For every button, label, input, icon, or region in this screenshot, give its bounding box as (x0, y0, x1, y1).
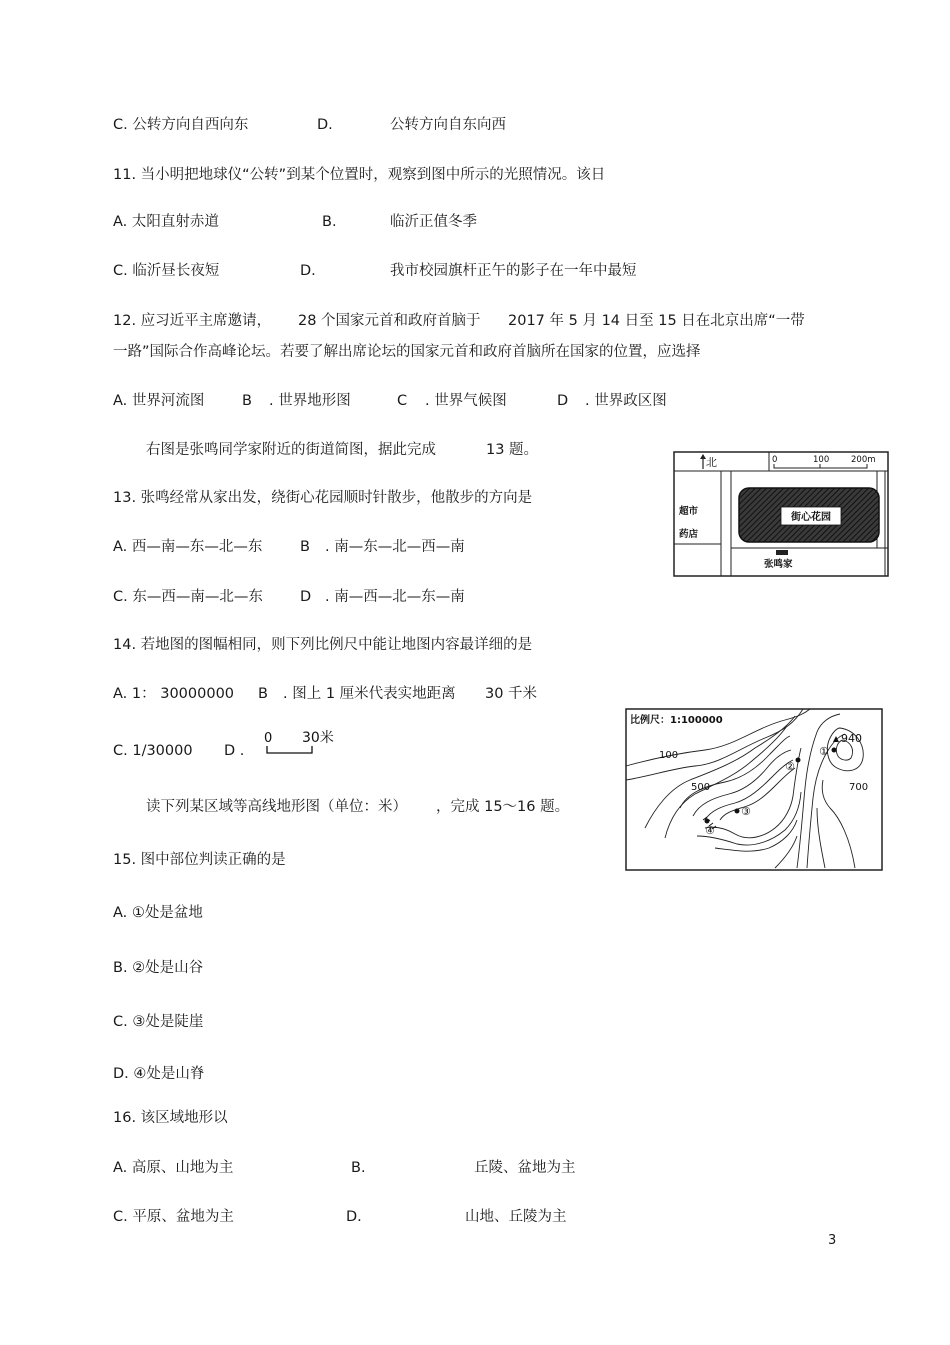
home-marker-icon (776, 550, 788, 555)
q11-option-d: 我市校园旗杆正午的影子在一年中最短 (390, 263, 637, 279)
street-map-figure (673, 451, 889, 577)
contour-label-100: 100 (659, 750, 679, 761)
street-scale-tick-0: 0 (772, 455, 778, 465)
q11-option-a: A. 太阳直射赤道 (113, 214, 219, 230)
contour-label-500: 500 (691, 782, 711, 793)
q12-option-c: . 世界气候图 (425, 393, 507, 409)
q12-stem-part3: 2017 年 5 月 14 日至 15 日在北京出席“一带 (508, 313, 805, 329)
q10-option-c: C. 公转方向自西向东 (113, 117, 249, 133)
q14-option-d-label: D . (224, 743, 245, 759)
q15-intro-tail: ，完成 15～16 题。 (436, 799, 570, 815)
q16-option-b: 丘陵、盆地为主 (474, 1160, 576, 1176)
home-label: 张鸣家 (764, 559, 793, 570)
q15-stem: 15. 图中部位判读正确的是 (113, 852, 286, 868)
q14-scale-bar (267, 746, 312, 753)
q14-option-b-label: B (258, 686, 268, 702)
q12-option-c-label: C (397, 393, 408, 409)
point-1-label: ① (819, 745, 829, 758)
q16-option-d: 山地、丘陵为主 (465, 1209, 567, 1225)
point-3-label: ③ (741, 805, 751, 818)
point-1-dot (832, 748, 837, 753)
shop-label-2: 药店 (679, 529, 699, 540)
q13-intro-text: 右图是张鸣同学家附近的街道简图，据此完成 (146, 442, 436, 458)
q12-option-b: . 世界地形图 (269, 393, 351, 409)
shop-label-1: 超市 (679, 506, 699, 517)
q15-intro-text: 读下列某区域等高线地形图（单位：米） (146, 799, 407, 815)
street-scale-tick-100: 100 (813, 455, 830, 465)
contour-map-figure (625, 708, 883, 871)
q14-scale-value: 30米 (302, 730, 334, 746)
point-3-dot (735, 809, 740, 814)
point-4-label: ④ (705, 824, 715, 837)
q12-stem-part1: 12. 应习近平主席邀请， (113, 313, 272, 329)
q14-scale-zero: 0 (264, 731, 273, 746)
contour-label-700: 700 (849, 782, 869, 793)
point-4-dot (705, 819, 710, 824)
q12-option-a: A. 世界河流图 (113, 393, 205, 409)
q13-option-a: A. 西—南—东—北—东 (113, 539, 263, 555)
q11-option-d-label: D. (300, 263, 316, 279)
q16-option-a: A. 高原、山地为主 (113, 1160, 234, 1176)
q10-option-d-label: D. (317, 117, 333, 133)
q13-stem: 13. 张鸣经常从家出发，绕街心花园顺时针散步，他散步的方向是 (113, 490, 533, 506)
q11-stem: 11. 当小明把地球仪“公转”到某个位置时，观察到图中所示的光照情况。该日 (113, 167, 606, 183)
point-2-label: ② (785, 760, 795, 773)
q16-option-c: C. 平原、盆地为主 (113, 1209, 234, 1225)
q16-stem: 16. 该区域地形以 (113, 1110, 228, 1126)
q11-option-b-label: B. (322, 214, 337, 230)
q12-option-b-label: B (242, 393, 252, 409)
q13-option-b: . 南—东—北—西—南 (325, 539, 465, 555)
q15-option-c: C. ③处是陡崖 (113, 1014, 204, 1030)
q12-stem-part2: 28 个国家元首和政府首脑于 (298, 313, 481, 329)
q14-option-c: C. 1/30000 (113, 743, 193, 759)
q16-option-d-label: D. (346, 1209, 362, 1225)
q10-option-d: 公转方向自东向西 (390, 117, 506, 133)
q12-stem-line2: 一路”国际合作高峰论坛。若要了解出席论坛的国家元首和政府首脑所在国家的位置，应选择 (113, 344, 701, 360)
q15-option-a: A. ①处是盆地 (113, 905, 203, 921)
q11-option-c: C. 临沂昼长夜短 (113, 263, 220, 279)
garden-label: 街心花园 (791, 512, 831, 523)
street-scale-tick-200m: 200m (851, 455, 876, 465)
q14-option-a: A. 1： 30000000 (113, 686, 235, 702)
point-2-dot (796, 758, 801, 763)
q13-option-b-label: B (300, 539, 310, 555)
contour-label-940: 940 (841, 732, 862, 745)
q13-intro-number: 13 题。 (486, 442, 539, 458)
q14-option-b-tail: 30 千米 (485, 686, 538, 702)
q11-option-b: 临沂正值冬季 (390, 214, 477, 230)
north-label: 北 (706, 456, 717, 469)
q16-option-b-label: B. (351, 1160, 366, 1176)
q12-option-d-label: D (557, 393, 569, 409)
q14-stem: 14. 若地图的图幅相同，则下列比例尺中能让地图内容最详细的是 (113, 637, 533, 653)
contour-scale-label: 比例尺：1:100000 (630, 715, 723, 726)
q13-option-d: . 南—西—北—东—南 (325, 589, 465, 605)
q14-option-b: . 图上 1 厘米代表实地距离 (283, 686, 456, 702)
page-number: 3 (828, 1233, 837, 1248)
q12-option-d: . 世界政区图 (585, 393, 667, 409)
q13-option-d-label: D (300, 589, 312, 605)
q14-linear-scale (262, 728, 342, 758)
q15-option-d: D. ④处是山脊 (113, 1066, 205, 1082)
q13-option-c: C. 东—西—南—北—东 (113, 589, 263, 605)
q15-option-b: B. ②处是山谷 (113, 960, 204, 976)
